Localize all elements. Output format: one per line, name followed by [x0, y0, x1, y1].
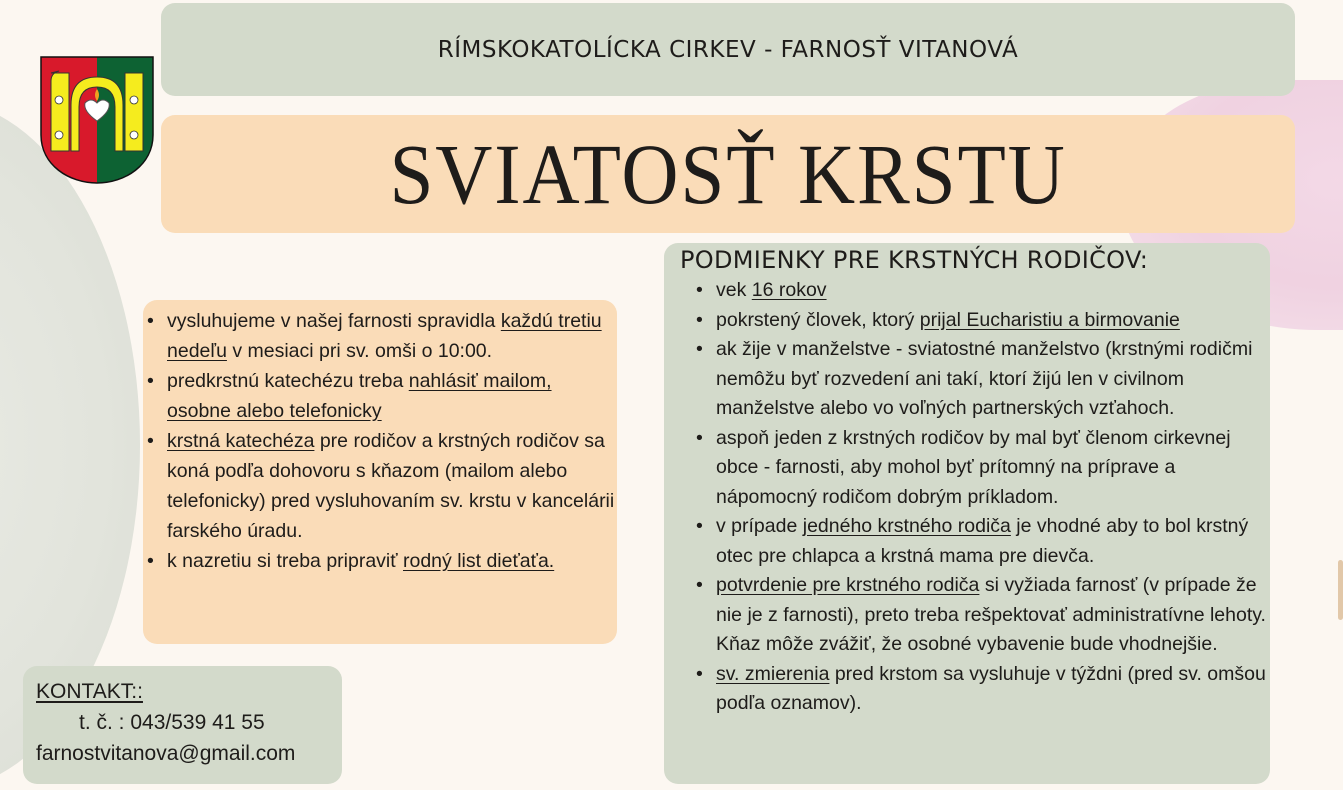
contact-label: KONTAKT::: [36, 680, 143, 703]
item-text: predkrstnú katechézu treba: [167, 370, 409, 392]
organization-header: [161, 3, 1295, 96]
baptism-info-list: [143, 300, 617, 576]
baptism-info-panel: [143, 300, 617, 644]
emphasized-text: krstná katechéza: [167, 430, 315, 452]
list-item: [167, 366, 617, 426]
godparents-conditions-list: [664, 276, 1270, 719]
item-text: pred krstom sa vysluhuje v týždni (pred sv. omšou podľa oznamov).: [716, 662, 1266, 714]
list-item: [716, 512, 1270, 571]
page-title-banner: [161, 115, 1295, 233]
godparents-heading: PODMIENKY PRE KRSTNÝCH RODIČOV:: [680, 246, 1149, 274]
page-title: SVIATOSŤ KRSTU: [389, 126, 1067, 222]
list-item: [716, 571, 1270, 660]
item-text: v mesiaci pri sv. omši o 10:00.: [226, 340, 493, 362]
list-item: [716, 276, 1270, 306]
item-text: k nazretiu si treba pripraviť: [167, 550, 403, 572]
item-text: je vhodné aby to bol krstný otec pre chlapca a krstná mama pre dievča.: [716, 515, 1249, 567]
contact-panel: [23, 666, 342, 784]
list-item: [167, 426, 617, 546]
list-item: [716, 306, 1270, 336]
emphasized-text: 16 rokov: [751, 279, 827, 301]
item-text: v prípade: [716, 515, 803, 537]
coat-of-arms-icon: [39, 55, 155, 185]
decorative-edge-mark: [1338, 560, 1343, 620]
item-text: pokrstený človek, ktorý: [716, 308, 920, 331]
organization-name: RÍMSKOKATOLÍCKA CIRKEV - FARNOSŤ VITANOVÁ: [437, 36, 1019, 63]
list-item: [167, 306, 617, 366]
item-text: pre rodičov a krstných rodičov sa koná podľa dohovoru s kňazom (mailom alebo telefonicky) pred vysluhovaním sv. krstu v kancelárii farského úradu.: [167, 430, 615, 542]
item-text: si vyžiada farnosť (v prípade že nie je z farnosti), preto treba rešpektovať administratívne lehoty. Kňaz môže zvážiť, že osobné vybavenie bude vhodnejšie.: [716, 574, 1266, 655]
emphasized-text: prijal Eucharistiu a birmovanie: [919, 308, 1180, 331]
emphasized-text: potvrdenie pre krstného rodiča: [716, 574, 980, 596]
emphasized-text: rodný list dieťaťa.: [403, 550, 555, 572]
item-text: vysluhujeme v našej farnosti spravidla: [167, 310, 501, 332]
emphasized-text: nahlásiť mailom, osobne alebo telefonicky: [167, 370, 552, 422]
godparents-conditions-panel: [664, 243, 1270, 784]
item-text: vek: [716, 279, 752, 301]
contact-phone: t. č. : 043/539 41 55: [79, 711, 265, 734]
contact-email: farnostvitanova@gmail.com: [36, 742, 296, 765]
emphasized-text: jedného krstného rodiča: [802, 515, 1011, 537]
item-text: ak žije v manželstve - sviatostné manželstvo (krstnými rodičmi nemôžu byť rozvedení ani takí, ktorí žijú len v civilnom manželstve alebo vo voľných partnerských vzťahoch.: [716, 338, 1253, 419]
list-item: [716, 424, 1270, 513]
list-item: [716, 660, 1270, 719]
emphasized-text: každú tretiu nedeľu: [167, 310, 602, 362]
list-item: [716, 335, 1270, 424]
item-text: aspoň jeden z krstných rodičov by mal byť členom cirkevnej obce - farnosti, aby mohol byť prítomný na príprave a nápomocný rodičom dobrým príkladom.: [716, 426, 1231, 508]
list-item: [167, 546, 617, 576]
emphasized-text: sv. zmierenia: [716, 662, 830, 685]
